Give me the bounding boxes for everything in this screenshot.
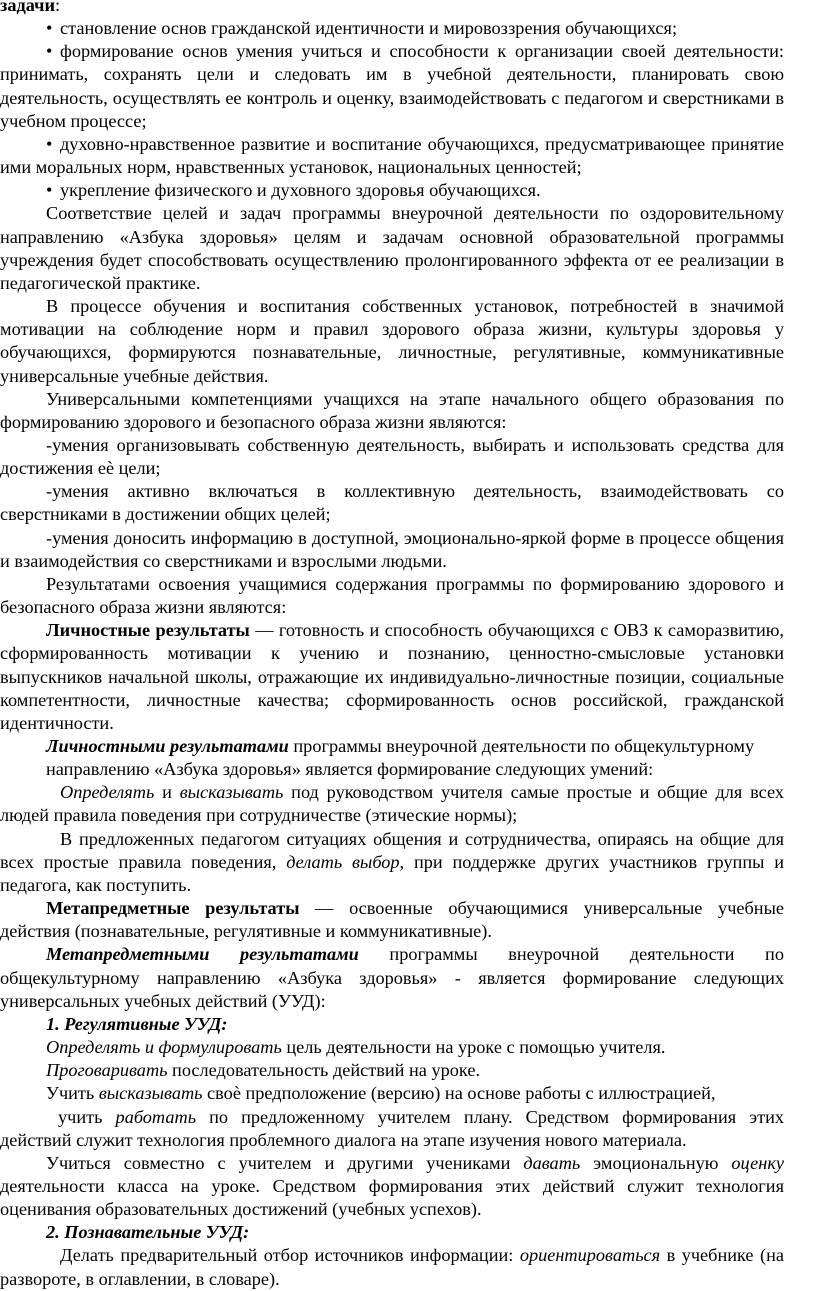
bullet-icon: • (46, 133, 53, 154)
skill-item: -умения доносить информацию в доступной, эмоционально-яркой форме в процессе общения и взаимодействия со сверстниками и взрослыми людьми. (0, 527, 784, 571)
regulative-item: Определять и формулировать цель деятельности на уроке с помощью учителя. (46, 1037, 666, 1058)
skill-item: -умения активно включаться в коллективную деятельность, взаимодействовать со сверстниками в достижении общих целей; (0, 481, 784, 525)
paragraph-personal-results-2: Личностными результатами программы внеурочной деятельности по общекультурному (46, 736, 755, 756)
bullet-item: • формирование основ умения учиться и способности к организации своей деятельности: принимать, сохранять цели и следовать им в учебной деятельности, планировать свою деятельность, осуществлять ее контроль и оценку, взаимодействовать с педагогом и сверстниками в учебном процессе; (0, 41, 784, 131)
bullet-icon: • (46, 41, 53, 62)
tasks-heading: задачи: (0, 0, 784, 17)
regulative-item: Учить высказывать своѐ предположение (версию) на основе работы с иллюстрацией, (46, 1083, 716, 1104)
paragraph-meta-results-2: Метапредметными результатами программы внеурочной деятельности по общекультурному направлению «Азбука здоровья» - является формирование следующих универсальных учебных действий (УУД): (0, 944, 784, 1011)
personal-results-label: Личностные результаты (46, 620, 250, 641)
tasks-label: задачи (0, 0, 55, 15)
paragraph-results-intro: Результатами освоения учащимися содержания программы по формированию здорового и безопасного образа жизни являются: (0, 573, 784, 618)
paragraph-personal-results-2-cont: направлению «Азбука здоровья» является формирование следующих умений: (46, 759, 654, 780)
regulative-heading: 1. Регулятивные УУД: (46, 1013, 228, 1034)
bullet-icon: • (46, 18, 53, 39)
bullet-icon: • (46, 180, 53, 201)
skill-item: -умения организовывать собственную деятельность, выбирать и использовать средства для достижения еѐ цели; (0, 434, 784, 479)
cognitive-heading: 2. Познавательные УУД: (46, 1222, 250, 1243)
regulative-item: учить работать по предложенному учителем плану. Средством формирования этих действий служит технология проблемного диалога на этапе изучения нового материала. (0, 1106, 784, 1150)
meta-results-label: Метапредметные результаты (46, 898, 300, 919)
paragraph-meta-results: Метапредметные результаты — освоенные обучающимися универсальные учебные действия (познавательные, регулятивные и коммуникативные). (0, 898, 784, 942)
paragraph-process: В процессе обучения и воспитания собственных установок, потребностей в значимой мотивации на соблюдение норм и правил здорового образа жизни, культуры здоровья у обучающихся, формируются познавательные, личностные, регулятивные, коммуникативные универсальные учебные действия. (0, 296, 784, 386)
regulative-item: Проговаривать последовательность действий на уроке. (46, 1060, 481, 1081)
paragraph-define: Определять и высказывать под руководством учителя самые простые и общие для всех людей правила поведения при сотрудничестве (этические нормы); (0, 782, 784, 826)
paragraph-competences: Универсальными компетенциями учащихся на этапе начального общего образования по формированию здорового и безопасного образа жизни являются: (0, 388, 784, 432)
paragraph-personal-results: Личностные результаты — готовность и способность обучающихся с ОВЗ к саморазвитию, сформированность мотивации к учению и познанию, ценностно-смысловые установки выпускников начальной школы, отражающие их индивидуально-личностные позиции, социальные компетентности, личностные качества; сформированность основ российской, гражданской идентичности. (0, 620, 784, 733)
bullet-item: • духовно-нравственное развитие и воспитание обучающихся, предусматривающее принятие ими моральных норм, нравственных установок, национальных ценностей; (0, 133, 784, 178)
personal-results-label-2: Личностными результатами (46, 736, 289, 756)
cognitive-item: Делать предварительный отбор источников информации: ориентироваться в учебнике (на развороте, в оглавлении, в словаре). (0, 1245, 784, 1289)
bullet-item: • укрепление физического и духовного здоровья обучающихся. (0, 179, 784, 202)
paragraph-situations: В предложенных педагогом ситуациях общения и сотрудничества, опираясь на общие для всех простые правила поведения, делать выбор, при поддержке других участников группы и педагога, как поступить. (0, 828, 784, 895)
paragraph-correspondence: Соответствие целей и задач программы внеурочной деятельности по оздоровительному направлению «Азбука здоровья» целям и задачам основной образовательной программы учреждения будет способствовать осуществлению пролонгированного эффекта от ее реализации в педагогической практике. (0, 203, 784, 293)
bullet-item: • становление основ гражданской идентичности и мировоззрения обучающихся; (0, 17, 784, 40)
regulative-item: Учиться совместно с учителем и другими учениками давать эмоциональную оценку деятельности класса на уроке. Средством формирования этих действий служит технология оценивания образовательных достижений (учебных успехов). (0, 1152, 784, 1220)
meta-results-label-2: Метапредметными результатами (46, 944, 359, 965)
